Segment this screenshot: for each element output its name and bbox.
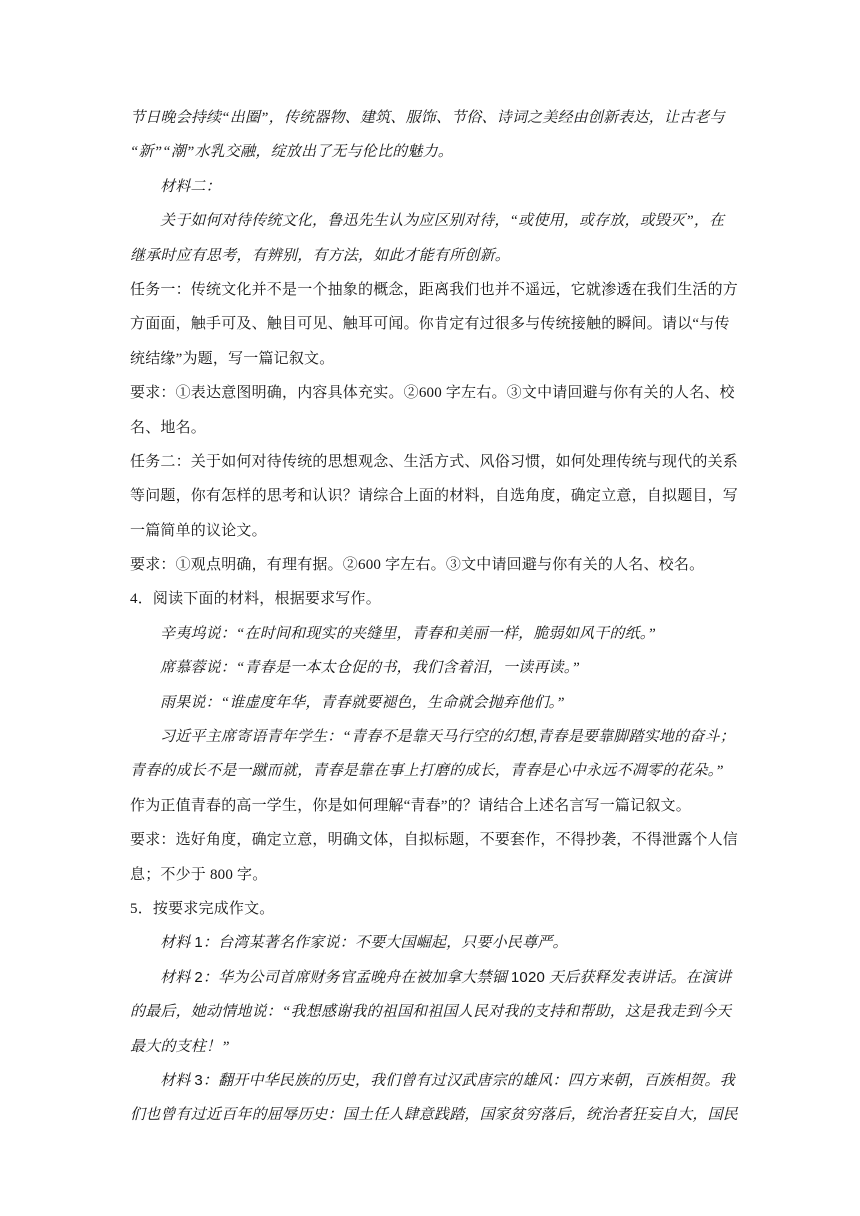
document-body — [130, 101, 739, 1133]
text-line: 材料 2：华为公司首席财务官孟晚舟在被加拿大禁锢 1020 天后获释发表讲话。在演讲 — [160, 968, 732, 986]
text-line: 方面面，触手可及、触目可见、触耳可闻。你肯定有过很多与传统接触的瞬间。请以“与传 — [130, 316, 730, 333]
text-line: 习近平主席寄语青年学生：“青春不是靠天马行空的幻想,青春是要靠脚踏实地的奋斗； — [160, 729, 735, 746]
text-line: 名、地名。 — [130, 419, 207, 436]
text-line: 青春的成长不是一蹴而就，青春是靠在事上打磨的成长，青春是心中永远不凋零的花朵。” — [130, 763, 724, 780]
text-line: 要求：①表达意图明确，内容具体充实。②600 字左右。③文中请回避与你有关的人名、校 — [130, 385, 735, 402]
text-line: 关于如何对待传统文化，鲁迅先生认为应区别对待，“或使用，或存放，或毁灭”，在 — [160, 213, 725, 230]
text-line: 辛夷坞说：“在时间和现实的夹缝里，青春和美丽一样，脆弱如风干的纸。” — [160, 625, 656, 642]
text-line: 雨果说：“谁虚度年华，青春就要褪色，生命就会抛弃他们。” — [160, 694, 565, 711]
text-line: 席慕蓉说：“青春是一本太仓促的书，我们含着泪，一读再读。” — [160, 660, 580, 677]
text-line: 任务一：传统文化并不是一个抽象的概念，距离我们也并不遥远，它就渗透在我们生活的方 — [130, 281, 739, 298]
text-line: “新”“潮”水乳交融，绽放出了无与伦比的魅力。 — [130, 144, 453, 161]
text-line: 作为正值青春的高一学生，你是如何理解“青春”的？请结合上述名言写一篇记叙文。 — [130, 797, 691, 814]
text-line: 材料二： — [160, 178, 221, 195]
text-line: 的最后，她动情地说：“我想感谢我的祖国和祖国人民对我的支持和帮助，这是我走到今天 — [130, 1004, 732, 1021]
text-line: 5．按要求完成作文。 — [130, 900, 275, 917]
text-line: 息；不少于 800 字。 — [130, 866, 268, 883]
text-line: 材料 1：台湾某著名作家说：不要大国崛起，只要小民尊严。 — [160, 934, 568, 952]
text-line: 节日晚会持续“出圈”，传统器物、建筑、服饰、节俗、诗词之美经由创新表达，让古老与 — [130, 110, 725, 126]
text-line: 一篇简单的议论文。 — [130, 522, 267, 539]
text-line: 材料 3：翻开中华民族的历史，我们曾有过汉武唐宗的雄风：四方来朝，百族相贺。我 — [160, 1071, 735, 1089]
text-line: 要求：选好角度，确定立意，明确文体，自拟标题，不要套作，不得抄袭，不得泄露个人信 — [130, 832, 739, 849]
text-line: 任务二：关于如何对待传统的思想观念、生活方式、风俗习惯，如何处理传统与现代的关系 — [130, 453, 739, 470]
text-line: 最大的支柱！” — [130, 1038, 230, 1055]
text-line: 要求：①观点明确，有理有据。②600 字左右。③文中请回避与你有关的人名、校名。 — [130, 557, 705, 574]
text-line: 们也曾有过近百年的屈辱历史：国土任人肆意践踏，国家贫穷落后，统治者狂妄自大，国民 — [130, 1107, 739, 1124]
text-line: 继承时应有思考，有辨别，有方法，如此才能有所创新。 — [130, 247, 511, 264]
text-line: 等问题，你有怎样的思考和认识？请综合上面的材料，自选角度，确定立意，自拟题目，写 — [130, 488, 739, 505]
text-line: 4．阅读下面的材料，根据要求写作。 — [130, 591, 381, 608]
text-line: 统结缘”为题，写一篇记叙文。 — [130, 350, 335, 367]
